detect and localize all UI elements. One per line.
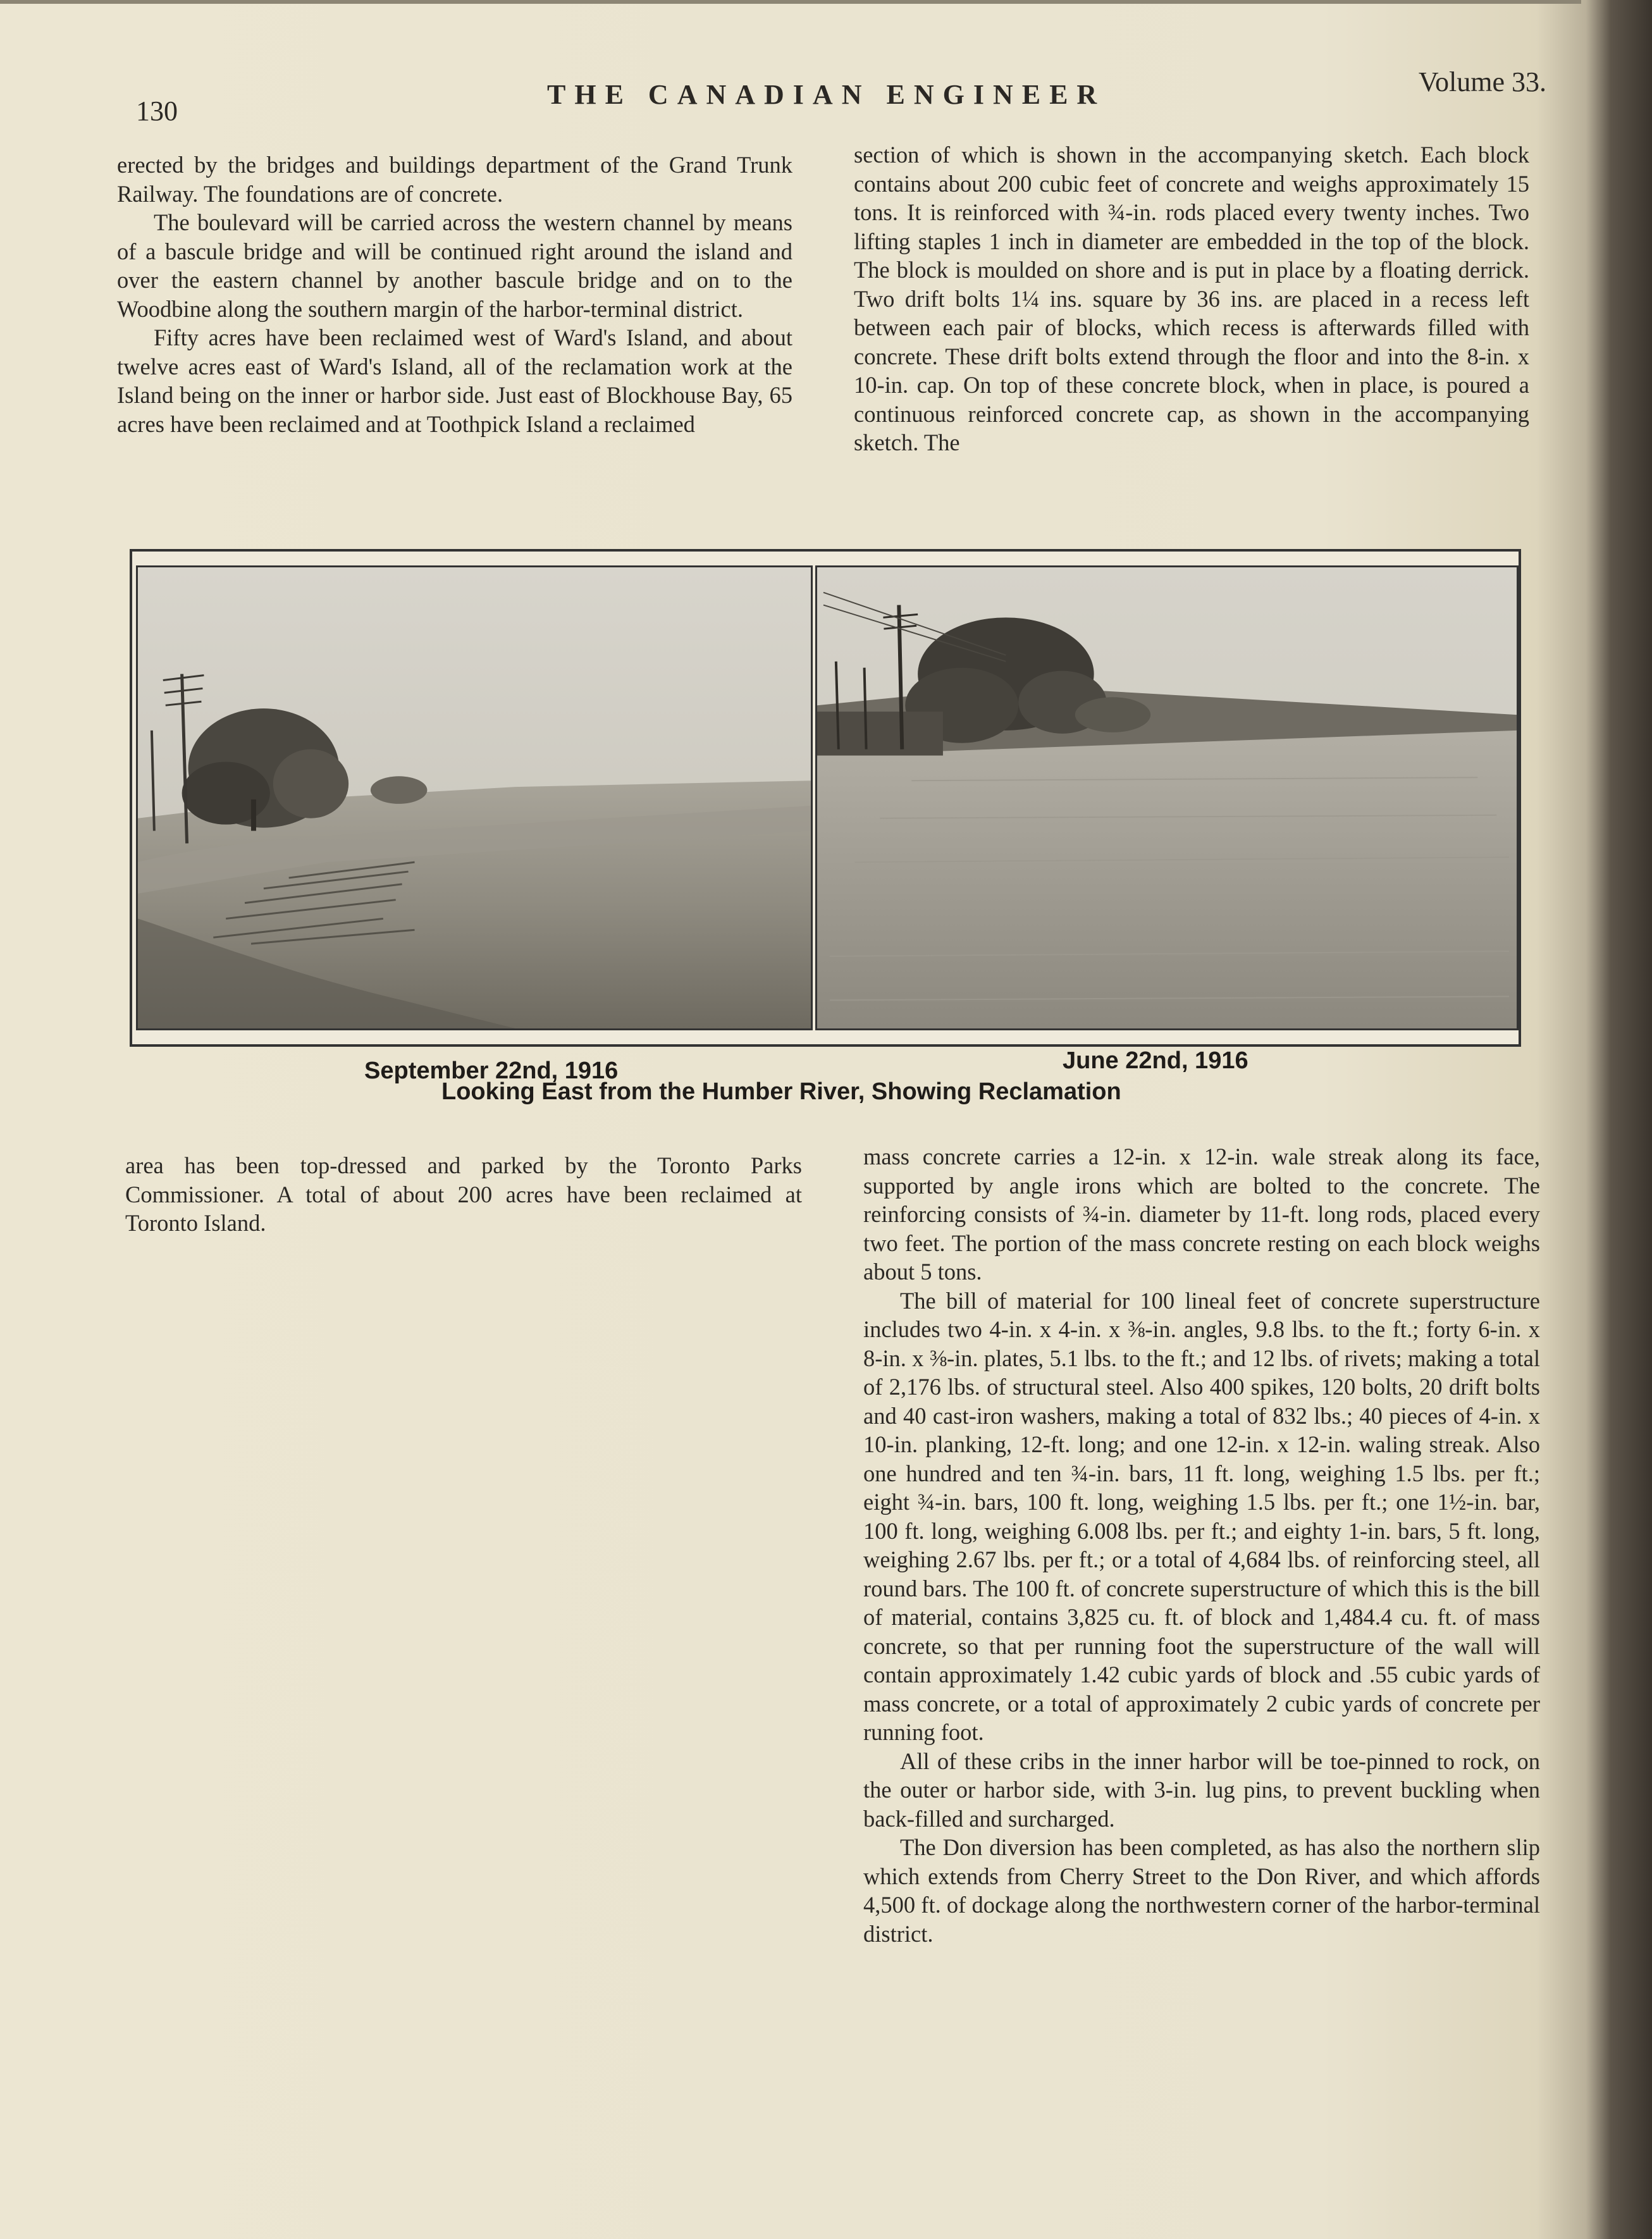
- paragraph: mass concrete carries a 12-in. x 12-in. wale streak along its face, supported by angle irons which are bolted to the concrete. The reinforcing consists of ¾-in. diameter by 11-ft. long rods, placed every two feet. The portion of the mass concrete resting on each block weighs about 5 tons.: [863, 1144, 1540, 1285]
- paragraph: area has been top-dressed and parked by the Toronto Parks Commissioner. A total of about 200 acres have been reclaimed at Toronto Island.: [125, 1152, 802, 1236]
- photo-caption-right: June 22nd, 1916: [1063, 1047, 1248, 1074]
- paragraph: section of which is shown in the accompanying sketch. Each block contains about 200 cubic feet of concrete and weighs approximately 15 tons. It is reinforced with ¾-in. rods placed every twenty inches. Two lifting staples 1 inch in diameter are embedded in the top of the block. The block is moulded on shore and is put in place by a floating derrick. Two drift bolts 1¼ ins. square by 36 ins. are placed in a recess left between each pair of blocks, which recess is afterwards filled with concrete. These drift bolts extend through the floor and into the 8-in. x 10-in. cap. On top of these concrete block, when in place, is poured a continuous reinforced concrete cap, as shown in the accompanying sketch. The: [854, 142, 1529, 455]
- paragraph: The Don diversion has been completed, as has also the northern slip which extends from Cherry Street to the Don River, and which affords 4,500 ft. of dockage along the northwestern corner of the harbor-terminal district.: [863, 1834, 1540, 1947]
- bottom-right-column: [863, 1142, 1540, 1948]
- paragraph: The bill of material for 100 lineal feet of concrete superstructure includes two 4-in. x 4-in. x ⅜-in. angles, 9.8 lbs. to the ft.; forty 6-in. x 8-in. x ⅜-in. plates, 5.1 lbs. to the ft.; and 12 lbs. of rivets; making a total of 2,176 lbs. of structural steel. Also 400 spikes, 120 bolts, 20 drift bolts and 40 cast-iron washers, making a total of 832 lbs.; 40 pieces of 4-in. x 10-in. planking, 12-ft. long; and one 12-in. x 12-in. waling streak. Also one hundred and ten ¾-in. bars, 11 ft. long, weighing 1.5 lbs. per ft.; eight ¾-in. bars, 100 ft. long, weighing 1.5 lbs. per ft.; one 1½-in. bar, 100 ft. long, weighing 6.008 lbs. per ft.; and eighty 1-in. bars, 5 ft. long, weighing 2.67 lbs. per ft.; or a total of 4,684 lbs. of reinforcing steel, all round bars. The 100 ft. of concrete superstructure of which this is the bill of material, contains 3,825 cu. ft. of block and 1,484.4 cu. ft. of mass concrete, so that per running foot the superstructure of the wall will contain approximately 1.42 cubic yards of block and .55 cubic yards of mass concrete, or a total of approximately 2 cubic yards of concrete per running foot.: [863, 1287, 1540, 1745]
- page-number: 130: [136, 96, 178, 126]
- flooded-shore-image: [817, 567, 1517, 1028]
- reclaimed-land-image: [138, 567, 811, 1028]
- bottom-left-column: [125, 1151, 802, 1238]
- volume-label: Volume 33.: [1418, 66, 1546, 97]
- journal-title: THE CANADIAN ENGINEER: [547, 79, 1106, 110]
- paragraph: Fifty acres have been reclaimed west of Ward's Island, and about twelve acres east of Ward's Island, all of the reclamation work at the Island being on the inner or harbor side. Just east of Blockhouse Bay, 65 acres have been reclaimed and at Toothpick Island a reclaimed: [117, 324, 792, 437]
- paragraph: erected by the bridges and buildings department of the Grand Trunk Railway. The foundations are of concrete.: [117, 152, 792, 207]
- paragraph: The boulevard will be carried across the western channel by means of a bascule bridge and will be continued right around the island and over the eastern channel by another bascule bridge and on to the Woodbine along the southern margin of the harbor-terminal district.: [117, 209, 792, 322]
- photo-reclaimed-land: [136, 565, 813, 1030]
- photo-figure: [130, 549, 1521, 1047]
- top-rule: [0, 0, 1581, 4]
- page-header: [136, 63, 1546, 126]
- figure-caption: Looking East from the Humber River, Showing Reclamation: [441, 1078, 1121, 1105]
- top-left-column: [117, 151, 792, 438]
- top-right-column: [854, 140, 1529, 457]
- photo-caption-left: September 22nd, 1916: [364, 1058, 619, 1084]
- photo-flooded-shore: [815, 565, 1519, 1030]
- paragraph: All of these cribs in the inner harbor will be toe-pinned to rock, on the outer or harbor side, with 3-in. lug pins, to prevent buckling when back-filled and surcharged.: [863, 1748, 1540, 1832]
